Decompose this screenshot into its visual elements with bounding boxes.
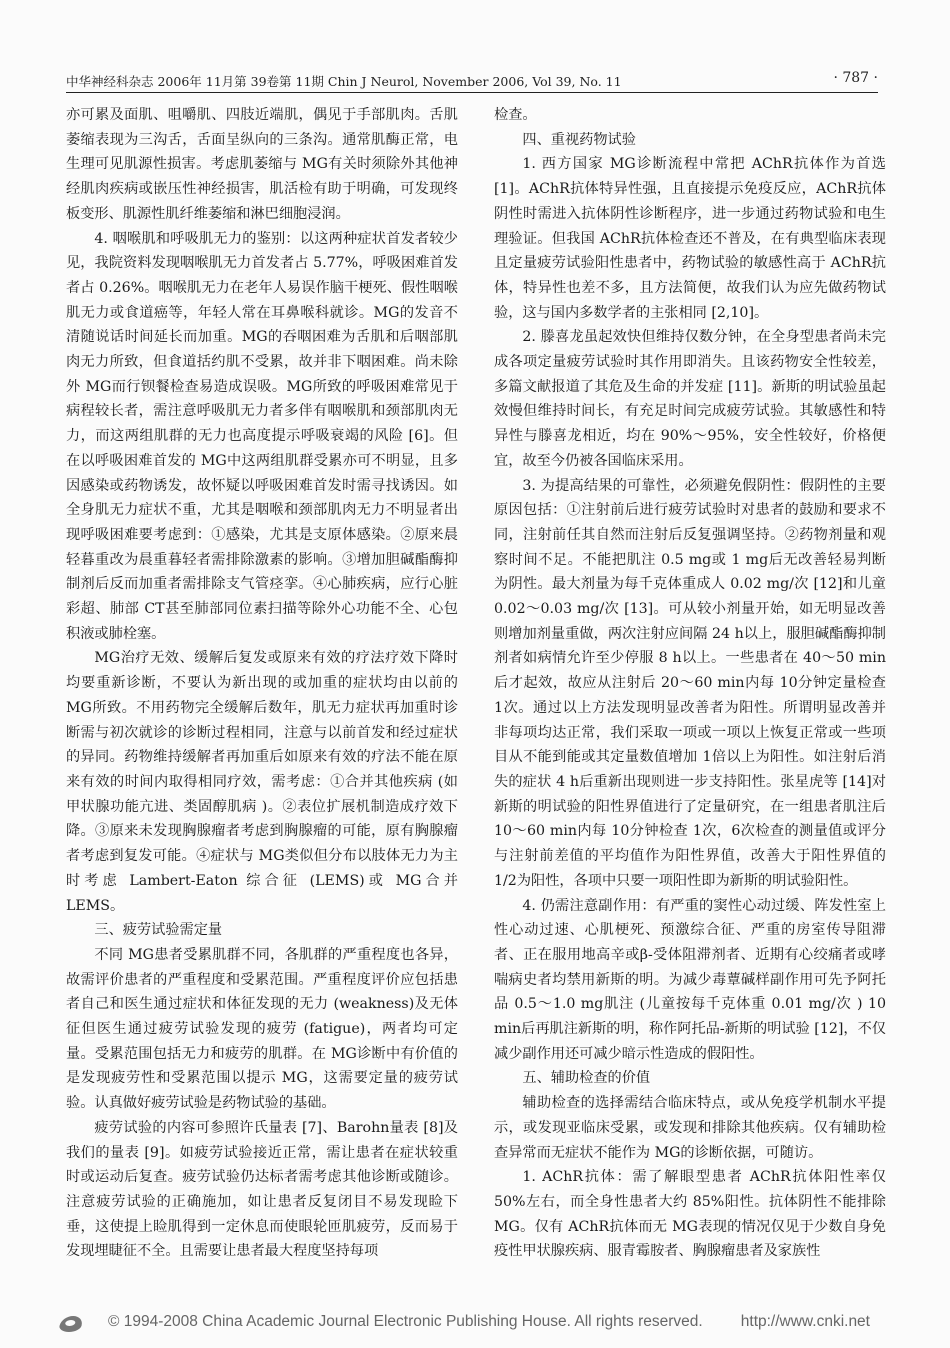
right-column: [494, 103, 886, 1264]
footer: [0, 1310, 950, 1348]
paragraph: 辅助检查的选择需结合临床特点，或从免疫学机制水平提示，或发现亚临床受累，或发现和排除其他疾病。仅有辅助检查异常而无症状不能作为 MG的诊断依据，可随访。: [494, 1095, 886, 1161]
paragraph: 不同 MG患者受累肌群不同，各肌群的严重程度也各异，故需评价患者的严重程度和受累范围。严重程度评价应包括患者自己和医生通过症状和体征发现的无力 (weakness)及无体征但医生通过疲劳试验发现的疲劳 (fatigue)，两者均可定量。受累范围包括无力和疲劳的肌群。在 MG诊断中有价值的是发现疲劳性和受累范围以提示 MG，这需要定量的疲劳试验。认真做好疲劳试验是药物试验的基础。: [66, 946, 458, 1112]
paragraph: 检查。: [494, 107, 537, 123]
running-header: [66, 70, 878, 93]
section-heading: 四、重视药物试验: [522, 131, 636, 148]
left-column: [66, 103, 458, 1264]
copyright-notice: © 1994-2008 China Academic Journal Electronic Publishing House. All rights reserved.: [108, 1313, 703, 1330]
publisher-logo-icon: [58, 1316, 84, 1332]
paragraph: 4. 仍需注意副作用：有严重的窦性心动过缓、阵发性室上性心动过速、心肌梗死、预激综合征、严重的房室传导阻滞者、正在服用地高辛或β-受体阻滞剂者、近期有心绞痛者或哮喘病史者均禁用新斯的明。为减少毒蕈碱样副作用可先予阿托品 0.5～1.0 mg肌注 (儿童按每千克体重 0.01 mg/次 ) 10 min后再肌注新斯的明，称作阿托品-新斯的明试验 [12]，不仅减少副作用还可减少暗示性造成的假阳性。: [494, 897, 886, 1062]
paragraph: 3. 为提高结果的可靠性，必须避免假阴性：假阴性的主要原因包括：①注射前后进行疲劳试验时对患者的鼓励和要求不同，注射前任其自然而注射后反复强调坚持。②药物剂量和观察时间不足。不能把肌注 0.5 mg或 1 mg后无改善轻易判断为阴性。最大剂量为每千克体重成人 0.02 mg/次 [12]和儿童 0.02～0.03 mg/次 [13]。可从较小剂量开始，如无明显改善则增加剂量重做，两次注射应间隔 24 h以上，服胆碱酯酶抑制剂者如病情允许至少停服 8 h以上。一些患者在 40～50 min后才起效，故应从注射后 20～60 min内每 10分钟定量检查 1次。通过以上方法发现明显改善者为阳性。所谓明显改善并非每项均达正常，我们采取一项或一项以上恢复正常或一些项目从不能到能或其定量数值增加 1倍以上为阳性。如注射后消失的症状 4 h后重新出现则进一步支持阳性。张星虎等 [14]对新斯的明试验的阳性界值进行了定量研究，在一组患者肌注后 10～60 min内每 10分钟检查 1次，6次检查的测量值或评分与注射前差值的平均值作为阳性界值，改善大于阳性界值的 1/2为阳性，各项中只要一项阳性即为新斯的明试验阳性。: [494, 477, 886, 889]
section-heading: 三、疲劳试验需定量: [94, 922, 223, 939]
paragraph: 1. AChR抗体：需了解眼型患者 AChR抗体阳性率仅 50%左右，而全身性患者大约 85%阳性。抗体阴性不能排除 MG。仅有 AChR抗体而无 MG表现的情况仅见于少数自身免疫性甲状腺疾病、服青霉胺者、胸腺瘤患者及家族性: [494, 1169, 886, 1260]
journal-citation: 中华神经科杂志 2006年 11月第 39卷第 11期 Chin J Neurol, November 2006, Vol 39, No. 11: [66, 74, 622, 89]
paragraph: 亦可累及面肌、咀嚼肌、四肢近端肌，偶见于手部肌肉。舌肌萎缩表现为三沟舌，舌面呈纵向的三条沟。通常肌酶正常，电生理可见肌源性损害。考虑肌萎缩与 MG有关时须除外其他神经肌肉疾病或嵌压性神经损害，肌活检有助于明确，可发现终板变形、肌源性肌纤维萎缩和淋巴细胞浸润。: [66, 107, 458, 222]
paragraph: 2. 滕喜龙虽起效快但维持仅数分钟，在全身型患者尚未完成各项定量疲劳试验时其作用即消失。且该药物安全性较差，多篇文献报道了其危及生命的并发症 [11]。新斯的明试验虽起效慢但维持时间长，有充足时间完成疲劳试验。其敏感性和特异性与滕喜龙相近，均在 90%～95%，安全性较好，价格便宜，故至今仍被各国临床采用。: [494, 329, 886, 469]
footer-link[interactable]: http://www.cnki.net: [740, 1313, 870, 1330]
paragraph: MG治疗无效、缓解后复发或原来有效的疗法疗效下降时均要重新诊断，不要认为新出现的或加重的症状均由以前的 MG所致。不用药物完全缓解后数年，肌无力症状再加重时诊断需与初次就诊的诊断过程相同，注意与以前首发和经过症状的异同。药物维持缓解者再加重后如原来有效的疗法不能在原来有效的时间内取得相同疗效，需考虑：①合并其他疾病 (如甲状腺功能亢进、类固醇肌病 )。②表位扩展机制造成疗效下降。③原来未发现胸腺瘤者考虑到胸腺瘤的可能，原有胸腺瘤者考虑到复发可能。④症状与 MG类似但分布以肢体无力为主时考虑 Lambert-Eaton 综合征 (LEMS)或 MG合并 LEMS。: [66, 650, 458, 914]
paragraph: 4. 咽喉肌和呼吸肌无力的鉴别：以这两种症状首发者较少见，我院资料发现咽喉肌无力首发者占 5.77%，呼吸困难首发者占 0.26%。咽喉肌无力在老年人易误作脑干梗死、假性咽喉肌无力或食道癌等，年轻人常在耳鼻喉科就诊。MG的发音不清随说话时间延长而加重。MG的吞咽困难为舌肌和后咽部肌肉无力所致，但食道括约肌不受累，故并非下咽困难。尚未除外 MG而行钡餐检查易造成误吸。MG所致的呼吸困难常见于病程较长者，需注意呼吸肌无力者多伴有咽喉肌和颈部肌肉无力，而这两组肌群的无力也高度提示呼吸衰竭的风险 [6]。但在以呼吸困难首发的 MG中这两组肌群受累亦可不明显，且多因感染或药物诱发，故怀疑以呼吸困难首发时需寻找诱因。如全身肌无力症状不重，尤其是咽喉和颈部肌肉无力不明显者出现呼吸困难要考虑到：①感染，尤其是支原体感染。②原来晨轻暮重改为晨重暮轻者需排除激素的影响。③增加胆碱酯酶抑制剂后反而加重者需排除支气管痉挛。④心肺疾病，应行心脏彩超、肺部 CT甚至肺部同位素扫描等除外心功能不全、心包积液或肺栓塞。: [66, 230, 458, 642]
section-heading: 五、辅助检查的价值: [522, 1070, 651, 1087]
page-number: · 787 ·: [833, 70, 878, 86]
paragraph: 1. 西方国家 MG诊断流程中常把 AChR抗体作为首选 [1]。AChR抗体特异性强，且直接提示免疫反应，AChR抗体阴性时需进入抗体阴性诊断程序，进一步通过药物试验和电生理验证。但我国 AChR抗体检查还不普及，在有典型临床表现且定量疲劳试验阳性患者中，药物试验的敏感性高于 AChR抗体，特异性也差不多，且方法简便，故我们认为应先做药物试验，这与国内多数学者的主张相同 [2,10]。: [494, 156, 886, 321]
paragraph: 疲劳试验的内容可参照许氏量表 [7]、Barohn量表 [8]及我们的量表 [9]。如疲劳试验接近正常，需让患者在症状较重时或运动后复查。疲劳试验仍达标者需考虑其他诊断或随诊。注意疲劳试验的正确施加，如让患者反复闭目不易发现睑下垂，这使提上睑肌得到一定休息而使眼轮匝肌疲劳，反而易于发现埋睫征不全。且需要让患者最大程度坚持每项: [66, 1119, 458, 1260]
